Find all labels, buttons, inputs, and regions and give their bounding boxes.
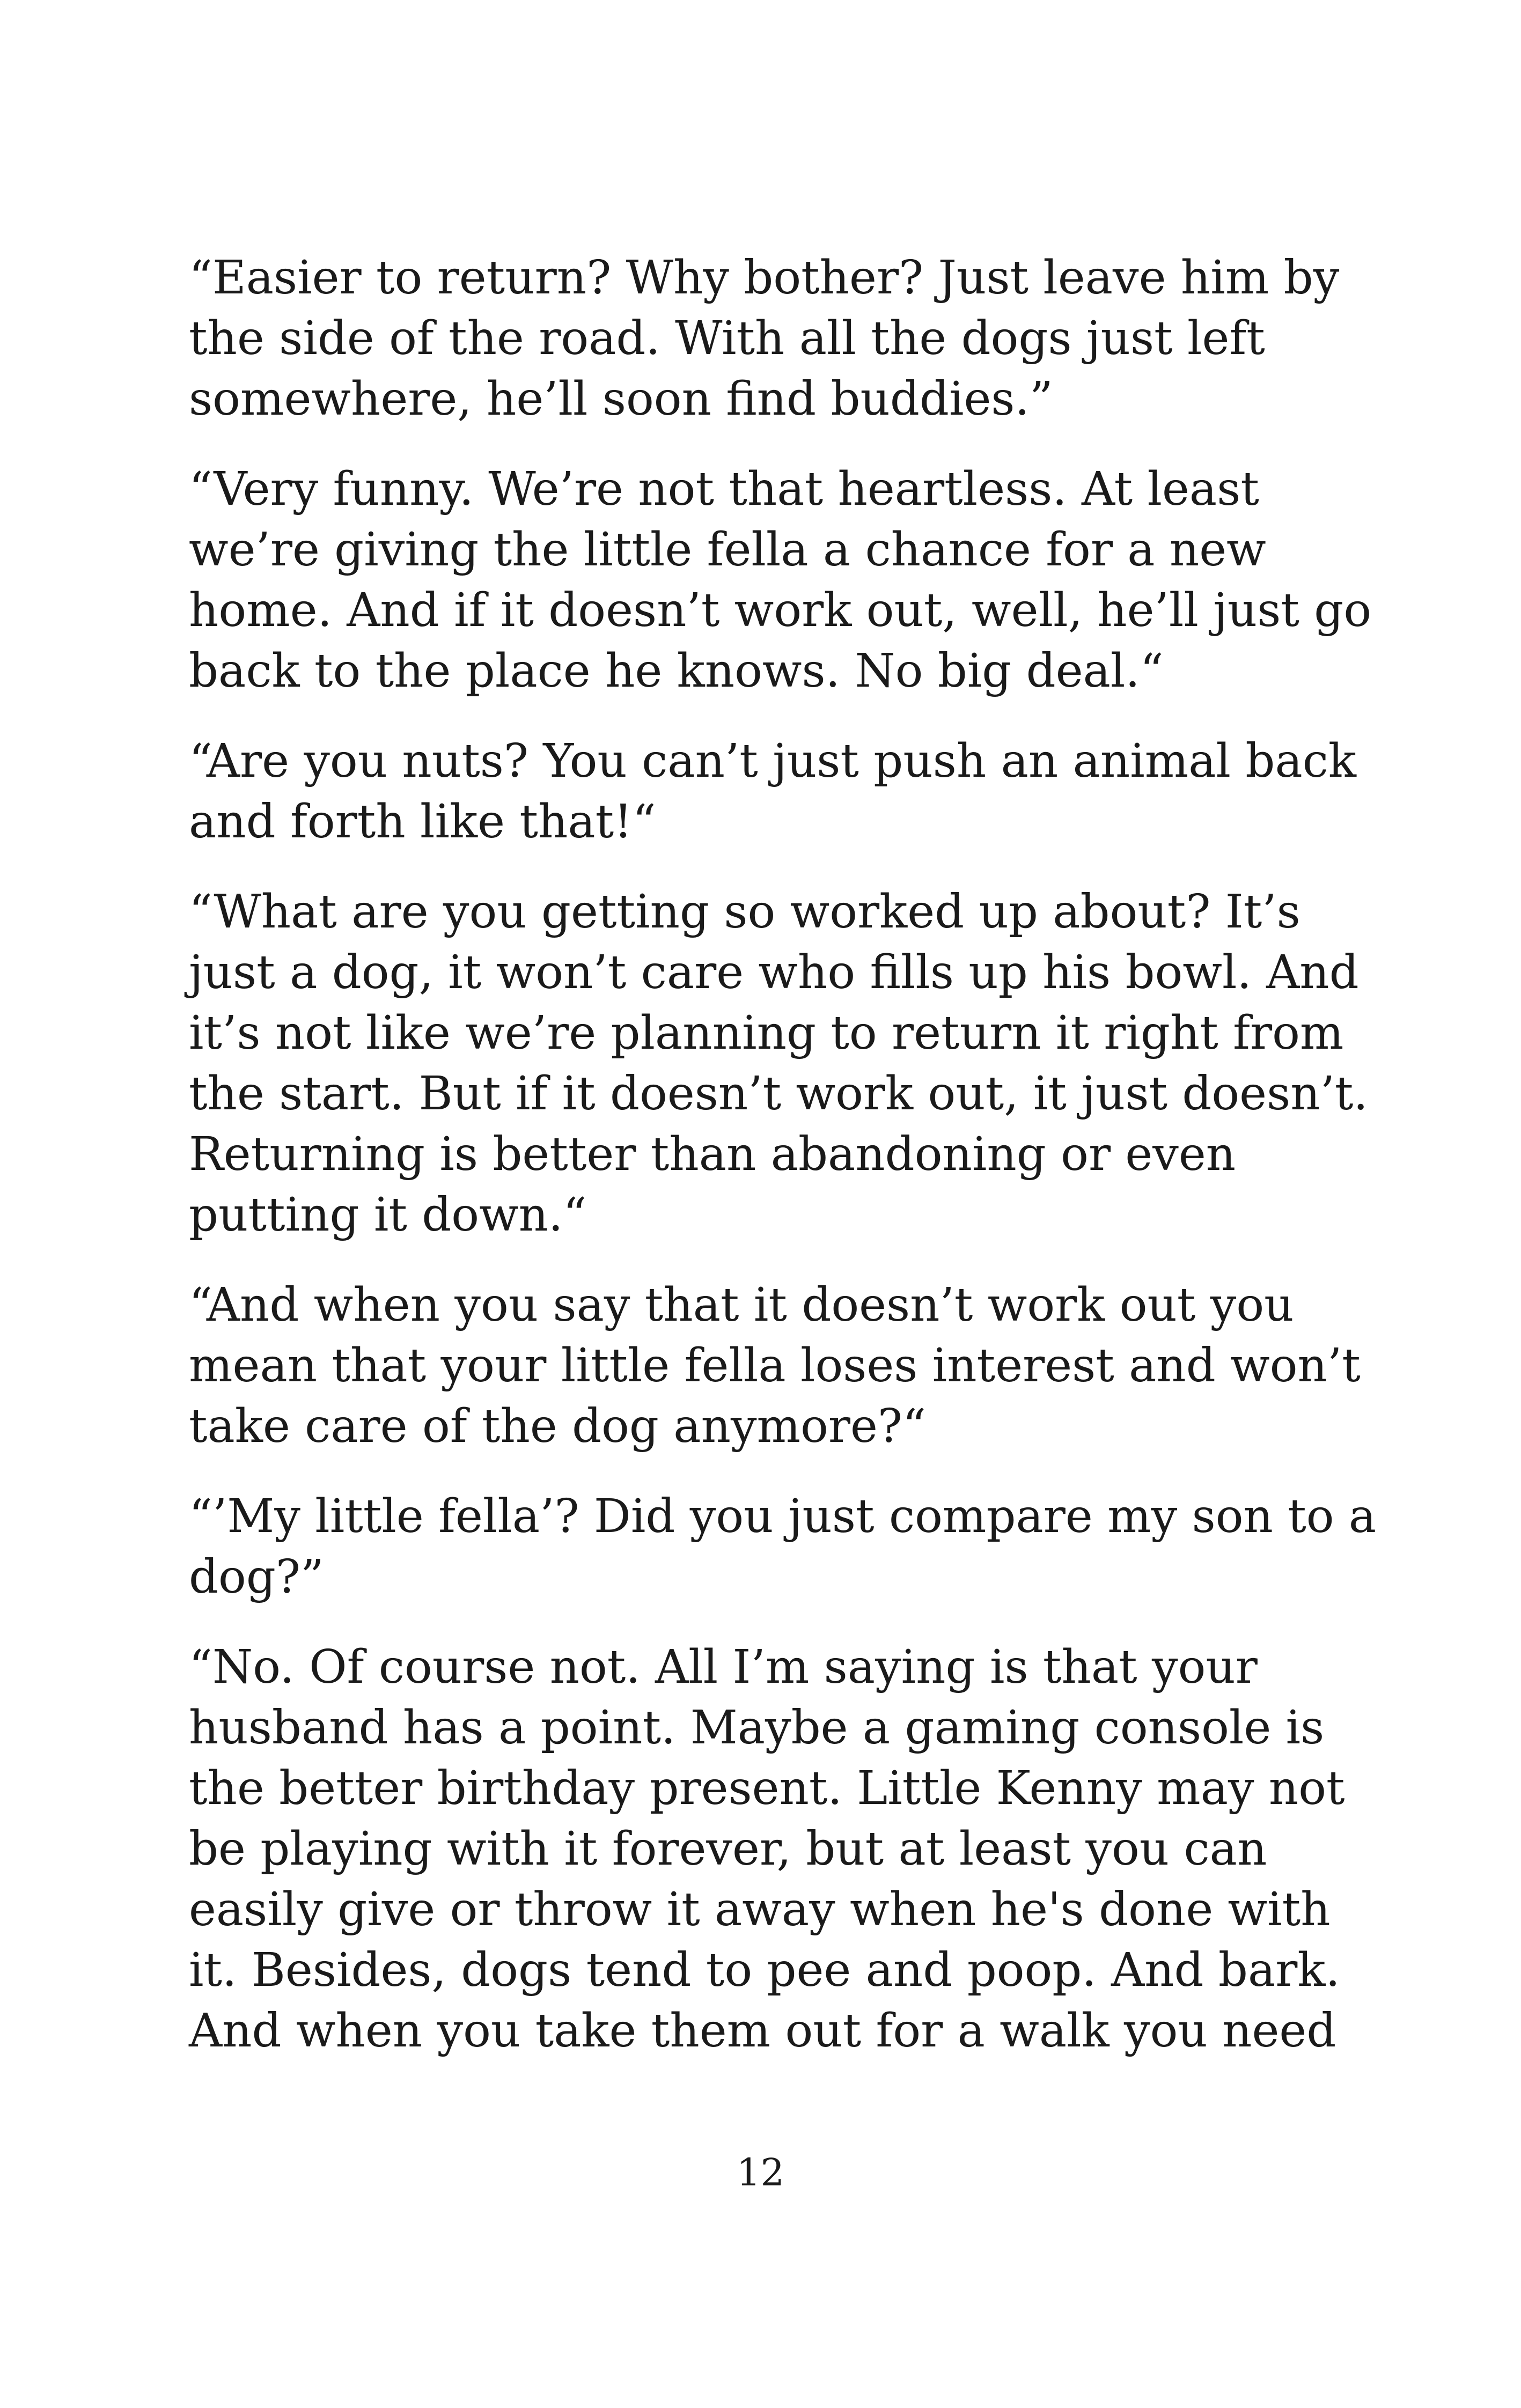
text-line: it’s not like we’re planning to return it right from [189,1006,1344,1060]
paragraph-6 [189,1486,1377,1608]
text-line: putting it down.“ [189,1188,587,1242]
text-line: the side of the road. With all the dogs just left [189,312,1265,365]
paragraph-3 [189,731,1356,852]
text-line: and forth like that!“ [189,795,656,849]
text-line: “Very funny. We’re not that heartless. At least [189,462,1259,516]
paragraph-5 [189,1275,1361,1457]
text-line: “What are you getting so worked up about? It’s [189,885,1300,939]
text-line: “No. Of course not. All I’m saying is that your [189,1640,1258,1694]
text-line: the start. But if it doesn’t work out, it just doesn’t. [189,1067,1368,1121]
text-line: mean that your little fella loses interest and won’t [189,1339,1361,1393]
text-line: Returning is better than abandoning or even [189,1128,1236,1181]
text-line: “And when you say that it doesn’t work out you [189,1278,1294,1332]
body-text [189,248,1377,2091]
text-line: be playing with it forever, but at least you can [189,1822,1267,1876]
text-line: the better birthday present. Little Kenny may not [189,1762,1345,1815]
text-line: “’My little fella’? Did you just compare my son to a [189,1490,1377,1543]
text-line: home. And if it doesn’t work out, well, he’ll just go [189,584,1372,637]
text-line: And when you take them out for a walk you need [189,2004,1336,2058]
text-line: take care of the dog anymore?“ [189,1400,926,1453]
paragraph-1 [189,248,1340,430]
text-line: “Easier to return? Why bother? Just leave him by [189,251,1340,305]
text-line: just a dog, it won’t care who fills up his bowl. And [189,946,1359,999]
text-line: “Are you nuts? You can’t just push an animal back [189,734,1356,788]
text-line: back to the place he knows. No big deal.“ [189,644,1164,698]
paragraph-7 [189,1637,1345,2061]
paragraph-2 [189,459,1372,702]
page-number: 12 [736,2151,785,2195]
text-line: easily give or throw it away when he's done with [189,1883,1331,1936]
text-line: somewhere, he’ll soon find buddies.” [189,372,1053,426]
paragraph-4 [189,882,1368,1246]
text-line: dog?” [189,1550,324,1604]
text-line: it. Besides, dogs tend to pee and poop. And bark. [189,1943,1340,1997]
text-line: husband has a point. Maybe a gaming console is [189,1701,1325,1755]
text-line: we’re giving the little fella a chance for a new [189,523,1266,577]
